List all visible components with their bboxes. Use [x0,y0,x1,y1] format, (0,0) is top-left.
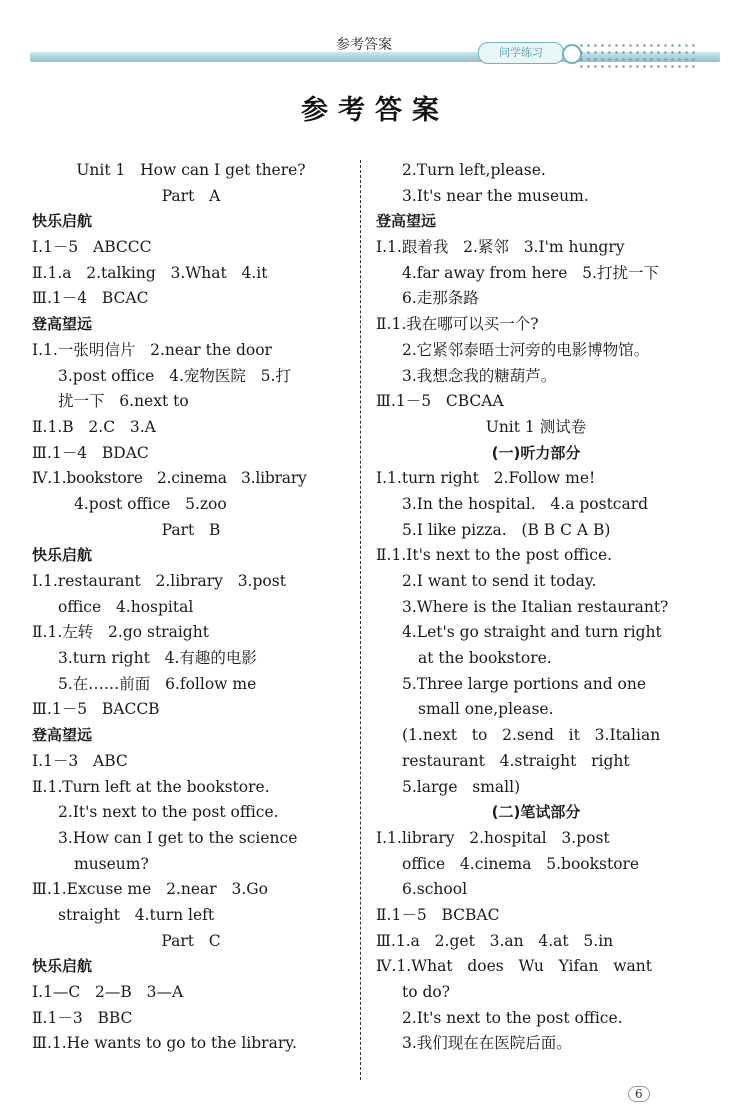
answer-line: Ⅱ.1.It's next to the post office. [376,546,613,565]
answer-line: 3.How can I get to the science [58,828,298,847]
answer-line: Ⅰ.1.restaurant 2.library 3.post [32,572,286,590]
answer-line: Part A [161,186,221,205]
answer-line: Ⅳ.1.bookstore 2.cinema 3.library [32,469,307,488]
answer-line: Ⅰ.1.一张明信片 2.near the door [32,340,272,359]
answer-line: 登高望远 [376,212,437,231]
page-header [0,0,750,80]
answer-line: to do? [402,983,451,1001]
answer-line: Ⅱ.1－5 BCBAC [376,905,500,924]
answer-line: Ⅱ.1.B 2.C 3.A [32,417,156,436]
answer-line: 6.school [402,880,468,899]
answer-line: 3.In the hospital. 4.a postcard [402,494,649,513]
answer-line: (二)笔试部分 [491,803,581,822]
answer-line: 3.turn right 4.有趣的电影 [58,649,257,668]
answer-line: office 4.cinema 5.bookstore [402,854,640,873]
answer-line: 扰一下 6.next to [58,392,189,411]
answer-line: Ⅱ.1.左转 2.go straight [32,623,209,642]
answer-line: 快乐启航 [32,546,93,565]
answer-line: straight 4.turn left [58,905,215,924]
answer-line: 3.Where is the Italian restaurant? [402,597,669,616]
answer-line: Ⅲ.1－5 BACCB [32,700,160,719]
answer-line: Ⅱ.1.Turn left at the bookstore. [32,777,270,796]
answer-line: 3.post office 4.宠物医院 5.打 [58,366,291,385]
answer-line: 登高望远 [32,726,93,745]
answer-line: 2.它紧邻泰晤士河旁的电影博物馆。 [402,340,650,359]
answer-line: restaurant 4.straight right [402,751,630,770]
answer-line: (1.next to 2.send it 3.Italian [402,726,661,745]
answer-line: Ⅲ.1.a 2.get 3.an 4.at 5.in [376,931,614,950]
answer-line: Ⅲ.1－5 CBCAA [376,392,504,411]
answer-line: Ⅱ.1.我在哪可以买一个? [376,315,539,334]
page-number: 6 [628,1086,650,1102]
answer-line: 2.It's next to the post office. [58,803,279,822]
answer-line: 快乐启航 [32,957,93,976]
answer-line: office 4.hospital [58,597,194,616]
answer-line: Unit 1 How can I get there? [76,161,306,179]
dot-pattern-decoration [578,42,698,70]
answer-line: 2.It's next to the post office. [402,1008,623,1027]
answer-line: Unit 1 测试卷 [485,417,587,436]
answer-line: 2.I want to send it today. [402,572,597,590]
answer-line: 5.在……前面 6.follow me [58,674,257,693]
header-badge: 问学练习 [478,42,564,64]
left-column [32,158,350,1057]
header-title: 参考答案 [336,37,392,53]
answer-line: Ⅰ.1.跟着我 2.紧邻 3.I'm hungry [376,238,625,257]
answer-line: 4.Let's go straight and turn right [402,623,662,642]
answer-line: 2.Turn left,please. [402,161,546,179]
answer-line: 3.我们现在在医院后面。 [402,1034,572,1053]
answer-line: Ⅲ.1.He wants to go to the library. [32,1034,297,1053]
answer-line: Ⅱ.1－3 BBC [32,1008,133,1027]
answer-line: at the bookstore. [418,649,552,668]
answer-line: Ⅰ.1.turn right 2.Follow me! [376,469,596,488]
answer-line: Ⅰ.1－5 ABCCC [32,238,152,257]
answer-line: museum? [74,854,149,873]
page-title: 参考答案 [301,95,449,126]
answer-line: 5.I like pizza. (B B C A B) [402,520,611,539]
answer-line: Ⅲ.1.Excuse me 2.near 3.Go [32,880,268,899]
answer-line: 4.post office 5.zoo [74,494,227,513]
answer-line: Ⅲ.1－4 BDAC [32,443,149,462]
column-divider [360,160,361,1080]
right-column [376,158,696,1057]
answer-line: 快乐启航 [32,212,93,231]
answer-line: 5.Three large portions and one [402,674,647,693]
answer-line: 登高望远 [32,315,93,334]
answer-line: 3.It's near the museum. [402,186,589,205]
answer-line: Ⅳ.1.What does Wu Yifan want [376,957,652,976]
answer-line: Ⅰ.1.library 2.hospital 3.post [376,828,610,847]
answer-line: 3.我想念我的糖葫芦。 [402,366,557,385]
answer-line: Ⅱ.1.a 2.talking 3.What 4.it [32,263,268,282]
answer-line: Ⅰ.1－3 ABC [32,751,128,770]
answer-line: 5.large small) [402,777,521,796]
answer-line: small one,please. [418,700,554,719]
answer-line: Part C [161,931,221,950]
answer-line: Ⅲ.1－4 BCAC [32,289,149,308]
answer-line: 6.走那条路 [402,289,479,308]
answer-line: (一)听力部分 [491,443,581,462]
answer-line: Part B [161,520,221,539]
answer-line: 4.far away from here 5.打扰一下 [402,263,659,282]
answer-line: Ⅰ.1—C 2—B 3—A [32,983,184,1001]
